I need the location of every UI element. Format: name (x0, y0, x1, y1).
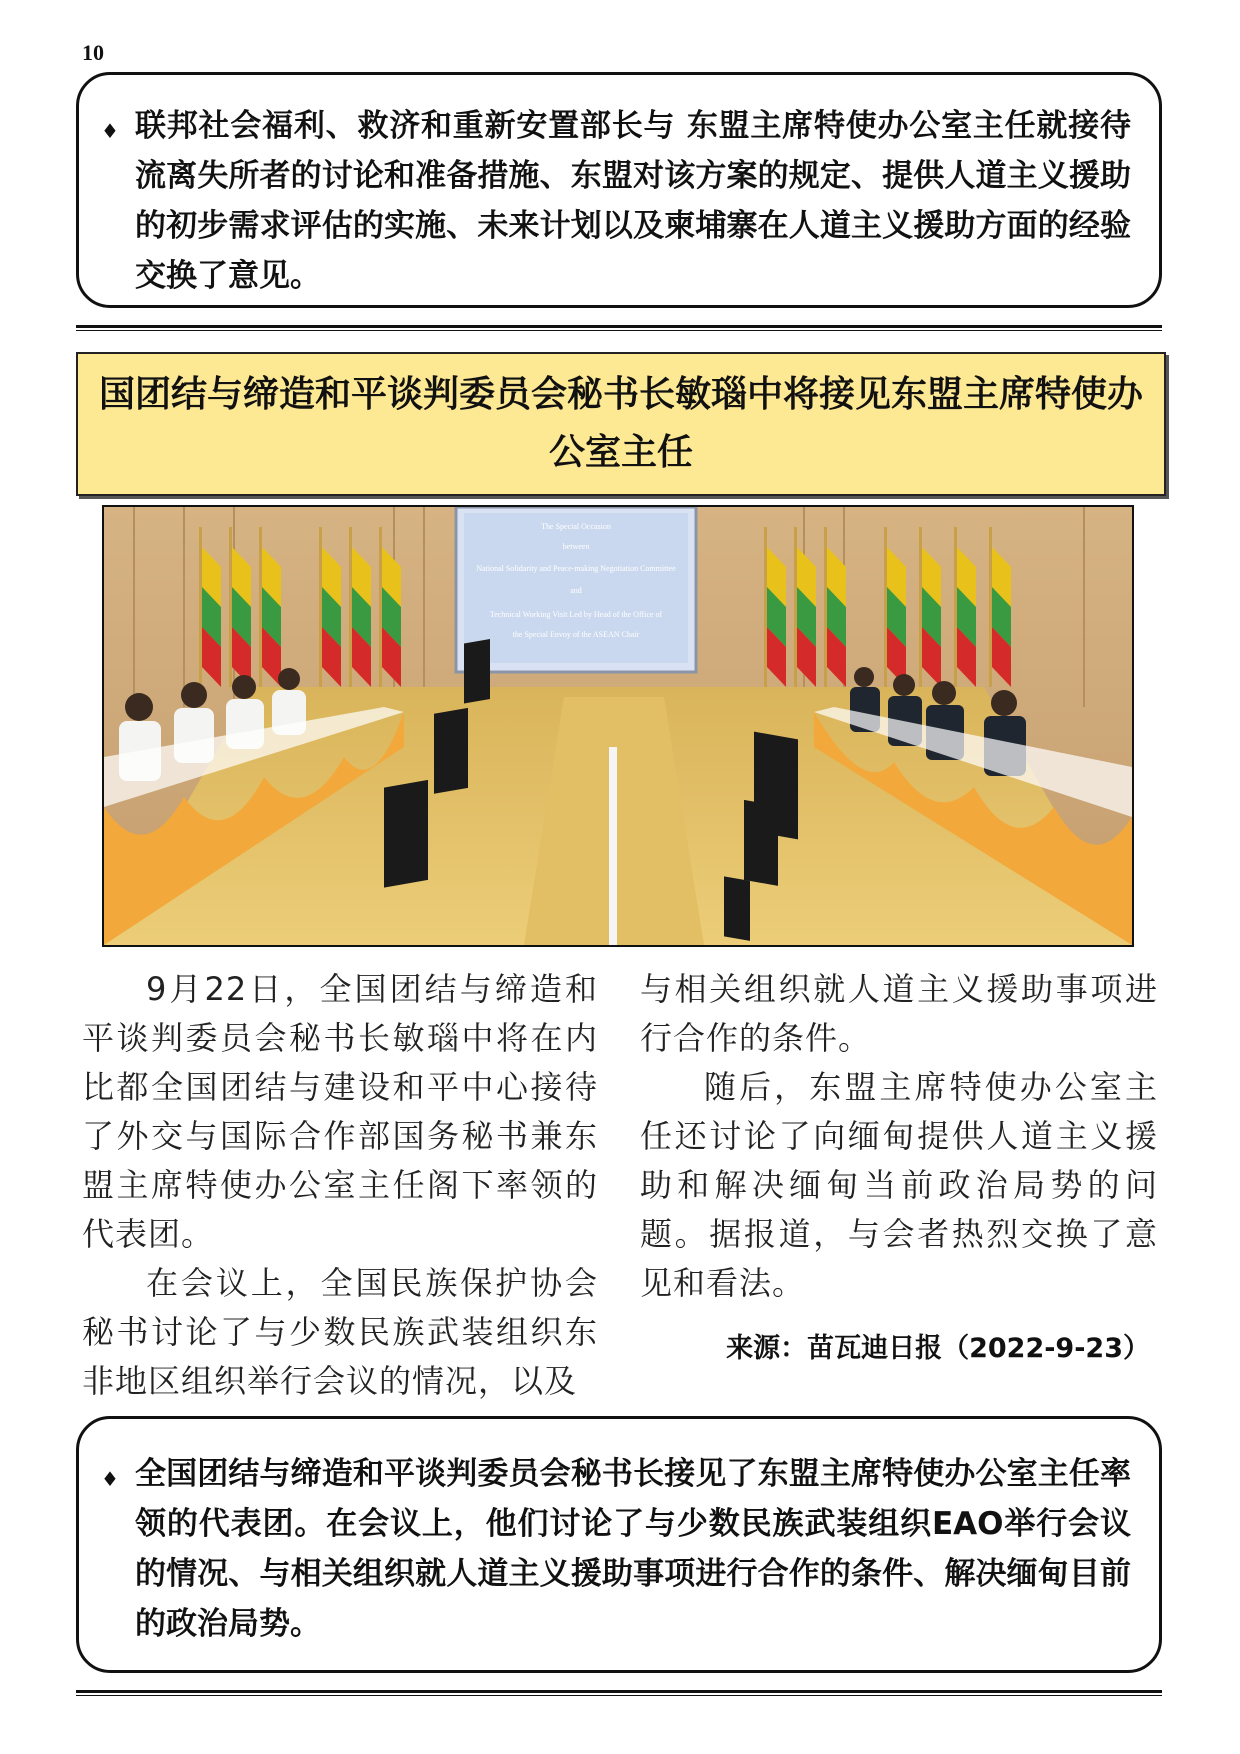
article-paragraph: 与相关组织就人道主义援助事项进行合作的条件。 (640, 970, 1158, 1057)
top-summary-box (76, 72, 1162, 308)
article-paragraph: 9月22日，全国团结与缔造和平谈判委员会秘书长敏瑙中将在内比都全国团结与建设和平中心接待了外交与国际合作部国务秘书兼东盟主席特使办公室主任阁下率领的代表团。 (82, 970, 598, 1253)
screen-line-5: Technical Working Visit Led by Head of the Office of (489, 610, 663, 619)
headline-banner (76, 352, 1166, 496)
article-paragraph: 随后，东盟主席特使办公室主任还讨论了向缅甸提供人道主义援助和解决缅甸当前政治局势的问题。据报道，与会者热烈交换了意见和看法。 (640, 1068, 1158, 1302)
screen-line-6: the Special Envoy of the ASEAN Chair (512, 630, 640, 639)
bottom-summary-text: 全国团结与缔造和平谈判委员会秘书长接见了东盟主席特使办公室主任率领的代表团。在会议上，他们讨论了与少数民族武装组织EAO举行会议的情况、与相关组织就人道主义援助事项进行合作的条件、解决缅甸目前的政治局势。 (135, 1456, 1131, 1642)
screen-line-3: National Solidarity and Peace-making Negotiation Committee (476, 564, 676, 573)
article-left-column (82, 965, 598, 1406)
diamond-bullet-icon: ♦ (101, 1467, 119, 1491)
diamond-bullet-icon: ♦ (101, 119, 119, 143)
bottom-summary-box (76, 1416, 1162, 1673)
article-paragraph: 在会议上，全国民族保护协会秘书讨论了与少数民族武装组织东非地区组织举行会议的情况，以及 (82, 1264, 598, 1400)
article-right-column (640, 965, 1158, 1308)
article-source: 来源：苗瓦迪日报（2022-9-23） (726, 1333, 1150, 1364)
screen-line-1: The Special Occasion (541, 522, 611, 531)
top-summary-text: 联邦社会福利、救济和重新安置部长与 东盟主席特使办公室主任就接待流离失所者的讨论和准备措施、东盟对该方案的规定、提供人道主义援助的初步需求评估的实施、未来计划以及柬埔寨在人道主义援助方面的经验交换了意见。 (135, 108, 1131, 294)
screen-line-4: and (570, 586, 582, 595)
page-number: 10 (82, 40, 104, 65)
article-headline: 国团结与缔造和平谈判委员会秘书长敏瑙中将接见东盟主席特使办公室主任 (98, 374, 1143, 473)
screen-line-2: between (562, 542, 590, 551)
section-divider (76, 1690, 1162, 1696)
meeting-photo (102, 505, 1134, 947)
section-divider (76, 325, 1162, 331)
